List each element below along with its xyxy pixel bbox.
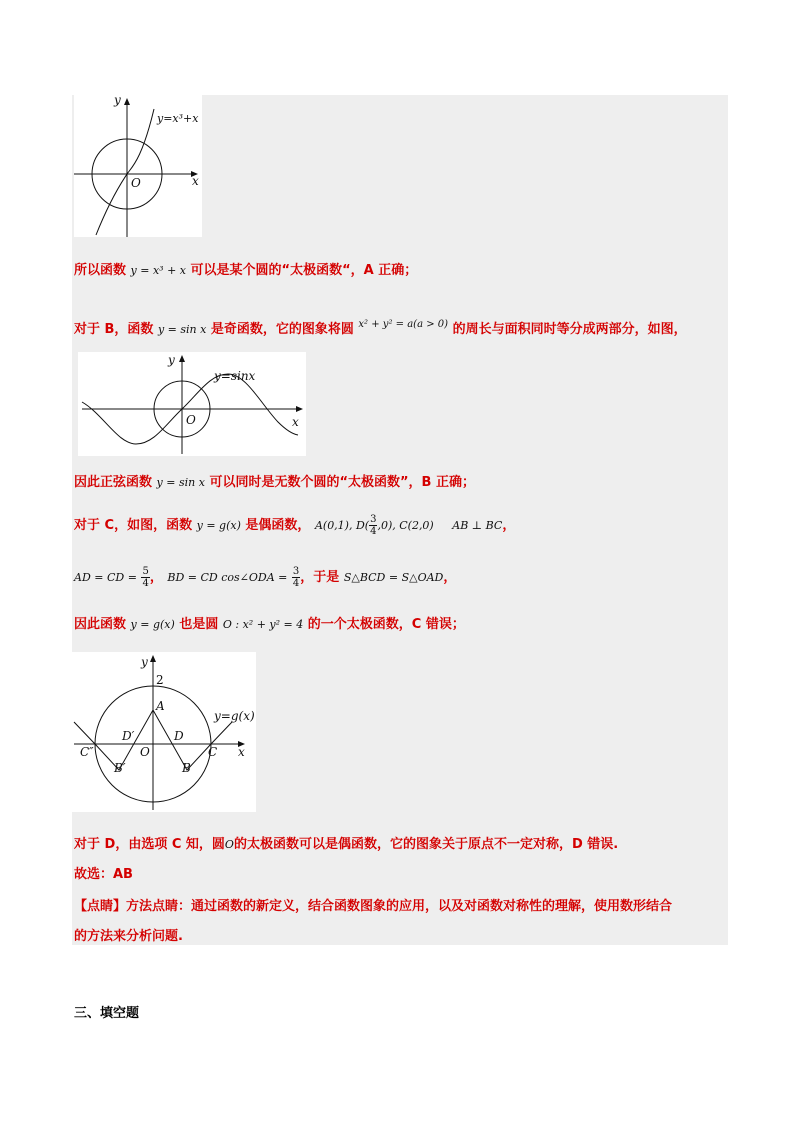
text-line-2 <box>74 316 687 339</box>
answer-line <box>74 866 133 884</box>
line1-pre: 所以函数 <box>74 263 127 278</box>
formula-area: S△BCD = S△OAD <box>343 571 444 584</box>
formula-circle-o: O : x² + y² = 4 <box>222 618 304 631</box>
label-two: 2 <box>156 673 164 687</box>
y-axis-arrow-icon <box>150 655 156 662</box>
line1-post: 可以是某个圆的“太极函数“，A 正确； <box>190 263 418 278</box>
line6-pre: 因此函数 <box>74 617 127 632</box>
formula-points-b: ,0), C(2,0) <box>377 519 434 532</box>
origin-label: O <box>131 176 141 190</box>
fraction-three-quarters-2: $\frac{3}{4}$ <box>292 566 300 589</box>
curve-label: y=x³+x <box>157 112 199 125</box>
figure-sine-graph <box>78 352 306 456</box>
x-axis-label: x <box>292 415 299 429</box>
y-axis-label: y <box>114 95 121 107</box>
line7-post: 的太极函数可以是偶函数，它的图象关于原点不一定对称，D 错误. <box>233 837 619 852</box>
x-axis-label: x <box>238 745 245 759</box>
formula-circle: x² + y² = a(a > 0) <box>358 319 449 330</box>
comment-text: 方法点睛：通过函数的新定义，结合函数图象的应用，以及对函数对称性的理解，使用数形结合 <box>126 899 673 914</box>
point-a-label: A <box>156 699 165 713</box>
y-axis-arrow-icon <box>124 98 130 105</box>
line7-pre: 对于 D，由选项 C 知，圆 <box>74 837 225 852</box>
text-line-3 <box>74 474 475 492</box>
formula-bd: BD = CD cos∠ODA = <box>167 571 288 584</box>
line2-pre: 对于 B，函数 <box>74 322 154 337</box>
comment-tag: 【点睛】 <box>74 899 127 914</box>
line6-mid: 也是圆 <box>179 617 219 632</box>
y-axis-label: y <box>141 655 148 669</box>
comment-text-cont: 的方法来分析问题. <box>74 929 183 944</box>
origin-label: O <box>186 413 196 427</box>
fraction-five-quarters: $\frac{5}{4}$ <box>142 566 149 589</box>
curve-label: y=sinx <box>214 369 256 383</box>
text-line-5: AD = CD = $\frac{5}{4}$ ， BD = CD cos∠ODA = $\frac{3}{4}$ ，于是 S△BCD = S△OAD， <box>74 566 457 589</box>
line2-post: 的周长与面积同时等分成两部分，如图， <box>452 322 687 337</box>
formula-sin: y = sin x <box>156 476 205 489</box>
text-line-6 <box>74 616 465 634</box>
text-line-4: 对于 C，如图，函数 y = g(x) 是偶函数， A(0,1), D( $\frac{3}{4}$ ,0), C(2,0) AB ⊥ BC， <box>74 514 516 537</box>
point-d-prime-label: D′ <box>122 729 135 743</box>
formula-perpendicular: AB ⊥ BC <box>452 519 503 532</box>
line6-post: 的一个太极函数，C 错误； <box>307 617 465 632</box>
figure-cubic-graph <box>74 95 202 237</box>
formula-o: O <box>224 838 234 851</box>
line4-mid: 是偶函数， <box>245 518 311 533</box>
y-axis-label: y <box>168 353 175 367</box>
formula-g: y = g(x) <box>130 618 175 631</box>
cubic-curve <box>96 109 154 235</box>
comment-line-2 <box>74 928 183 946</box>
section-title: 三、填空题 <box>74 1006 140 1021</box>
formula-points-a: A(0,1), D( <box>314 519 370 532</box>
formula-cubic: y = x³ + x <box>130 264 186 277</box>
comment-line-1 <box>74 898 672 916</box>
formula-g: y = g(x) <box>196 519 241 532</box>
formula-ad-cd: AD = CD = <box>74 571 137 584</box>
figure-g-graph <box>72 652 256 812</box>
point-b-label: B <box>182 761 191 775</box>
point-c-label: C <box>208 745 218 759</box>
text-line-7 <box>74 836 618 854</box>
fraction-three-quarters: $\frac{3}{4}$ <box>370 514 377 537</box>
point-c-prime-label: C″ <box>80 745 94 759</box>
x-axis-label: x <box>192 174 199 188</box>
text-line-1 <box>74 262 417 280</box>
x-axis-arrow-icon <box>296 406 303 412</box>
answer-text: 故选：AB <box>74 867 133 882</box>
point-d-label: D <box>174 729 184 743</box>
line3-post: 可以同时是无数个圆的“太极函数”，B 正确； <box>209 475 475 490</box>
point-b-prime-label: B′ <box>114 761 126 775</box>
line4-pre: 对于 C，如图，函数 <box>74 518 193 533</box>
line2-mid: 是奇函数，它的图象将圆 <box>210 322 354 337</box>
line3-pre: 因此正弦函数 <box>74 475 153 490</box>
curve-label: y=g(x) <box>214 709 255 723</box>
y-axis-arrow-icon <box>179 355 185 362</box>
origin-label: O <box>140 745 150 759</box>
formula-sin: y = sin x <box>157 323 207 336</box>
